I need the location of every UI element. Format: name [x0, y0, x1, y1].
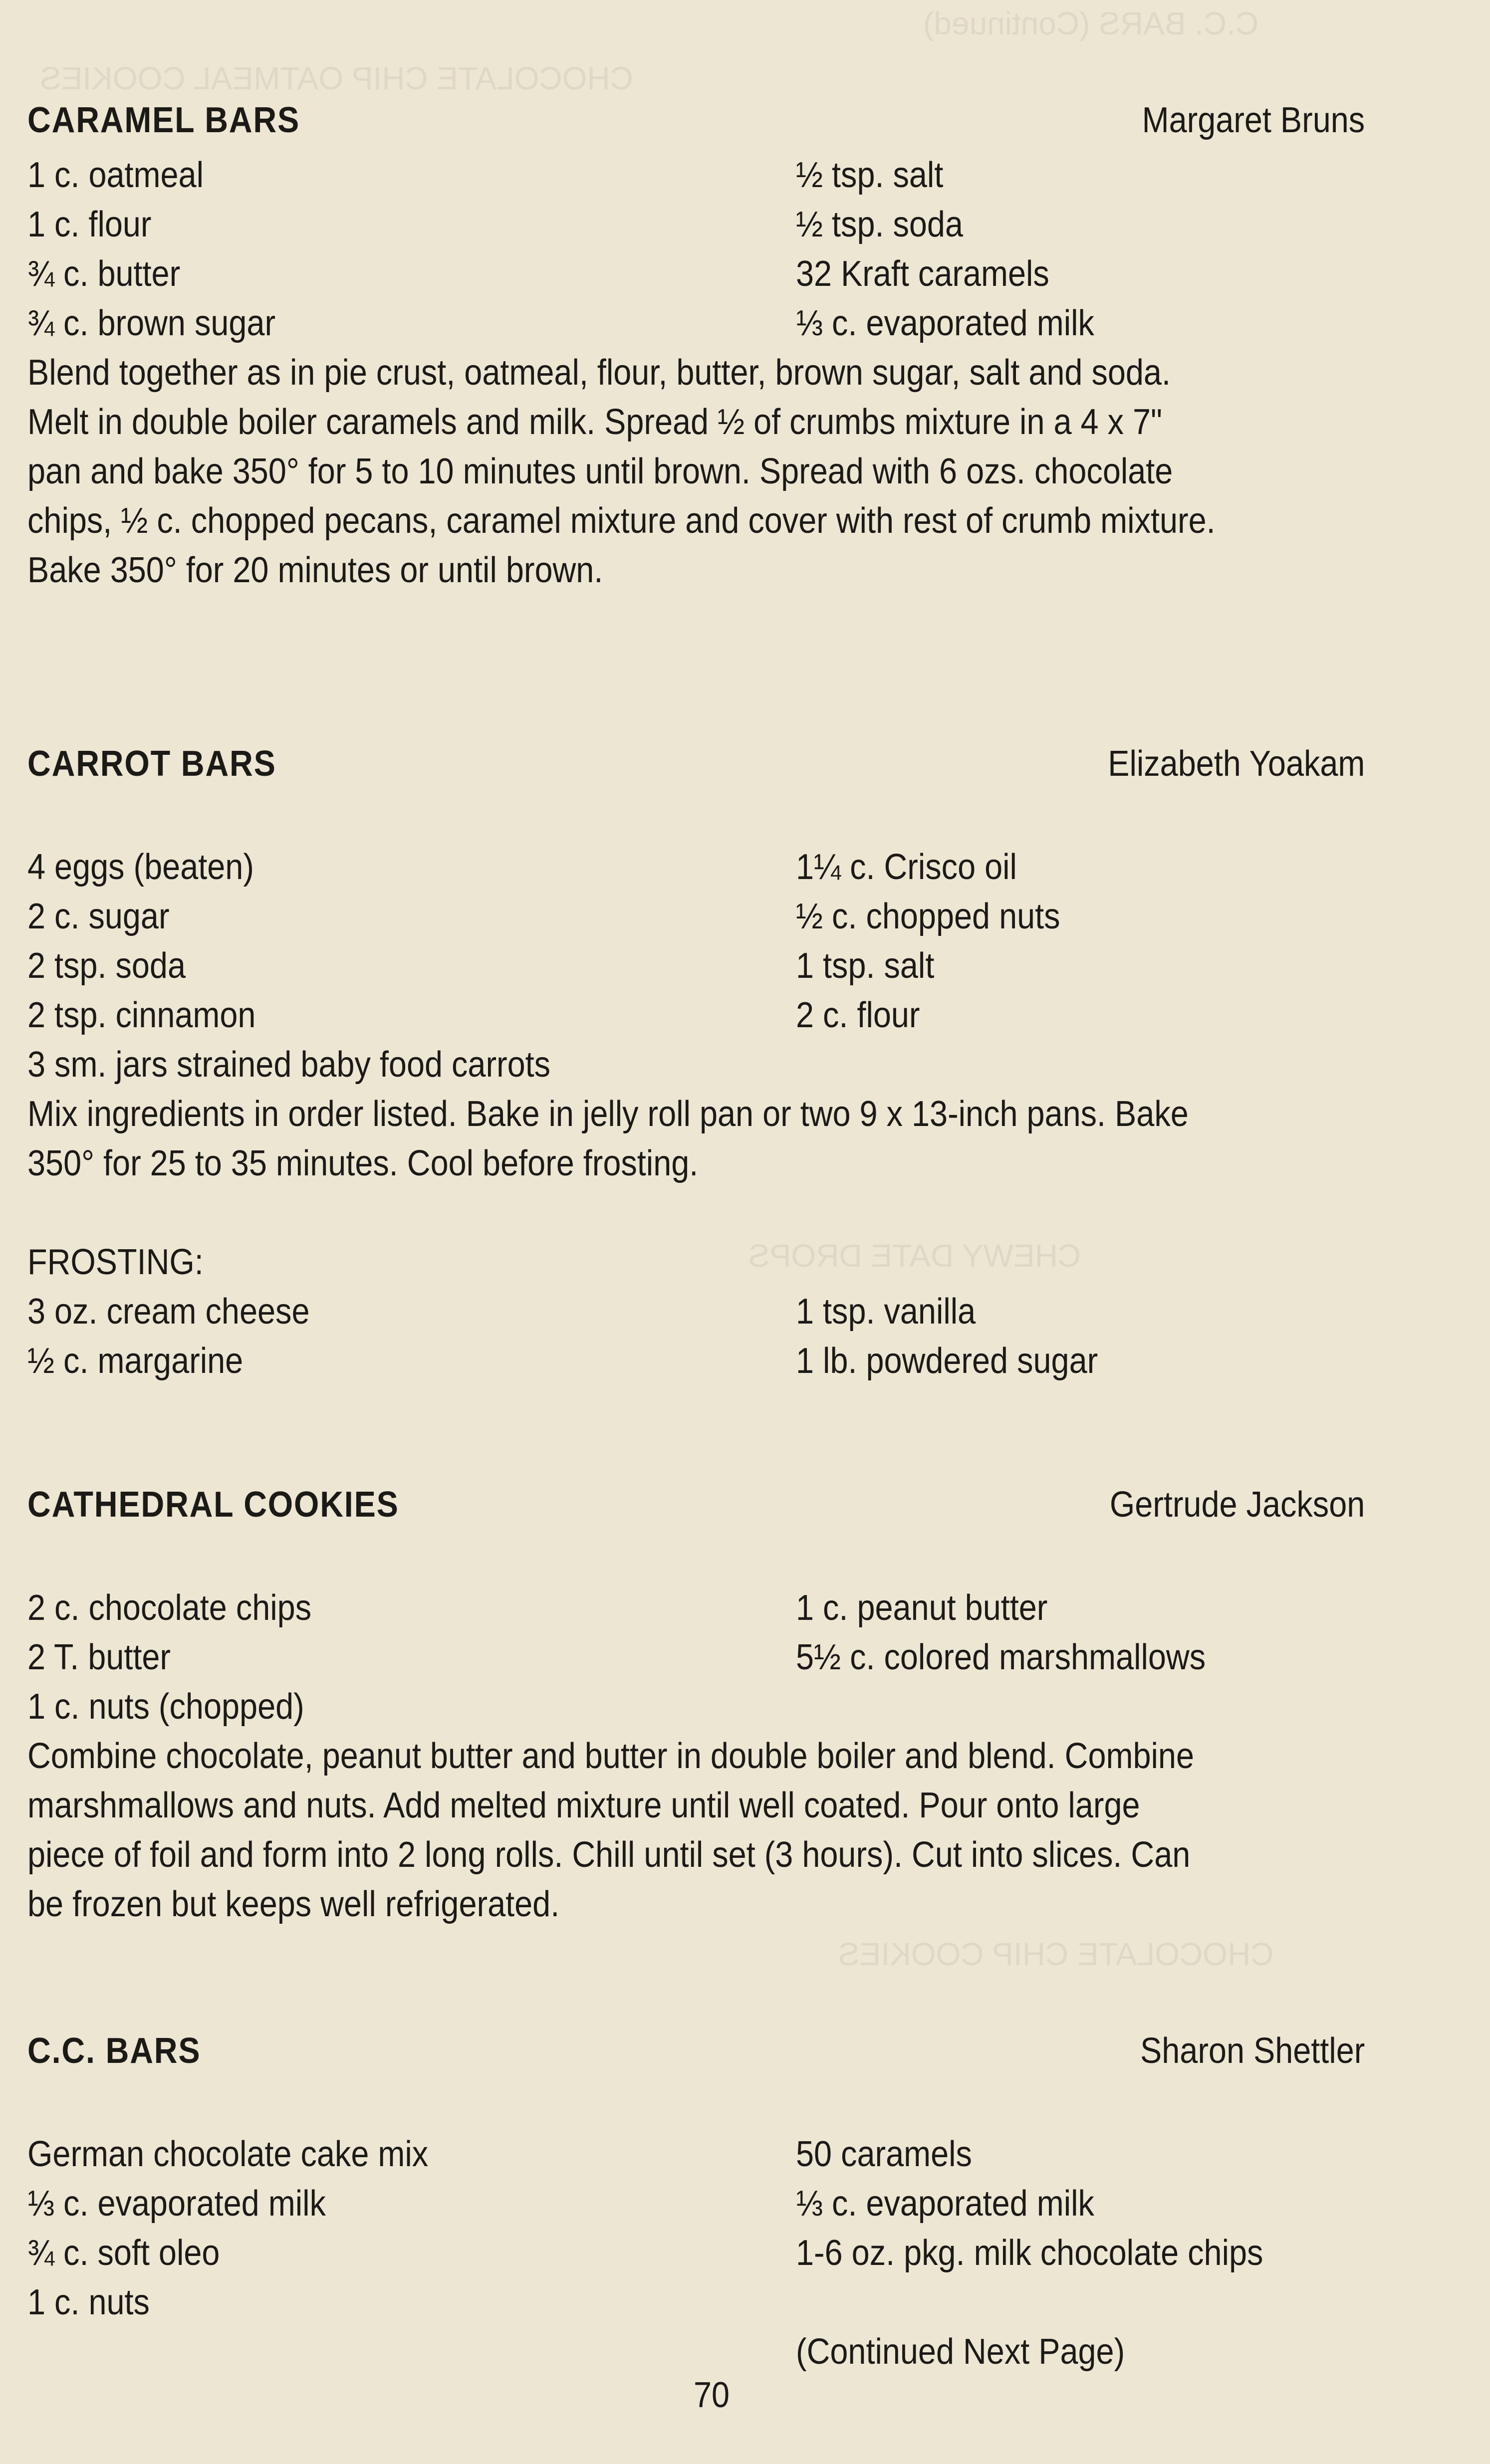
ingredient-left: German chocolate cake mix: [27, 2134, 429, 2174]
ingredient-left: 1 c. flour: [27, 205, 152, 244]
ingredient-left: 3 sm. jars strained baby food carrots: [27, 1045, 551, 1085]
recipe-directions: [27, 1732, 1365, 1929]
ingredient-row: [27, 892, 1365, 941]
recipe-cathedral-cookies: [27, 1484, 1365, 1929]
ingredient-left: 3 oz. cream cheese: [27, 1292, 310, 1332]
ingredient-right: 1 lb. powdered sugar: [796, 1341, 1098, 1381]
recipe-author: Gertrude Jackson: [1109, 1485, 1365, 1525]
ingredient-left: ¾ c. brown sugar: [27, 303, 276, 343]
recipe-header: [27, 100, 1365, 150]
ingredient-row: [27, 249, 1365, 299]
recipe-directions: [27, 1090, 1365, 1188]
cookbook-page: [27, 0, 1365, 2464]
recipe-author: Sharon Shettler: [1140, 2031, 1365, 2071]
ingredient-row: [27, 1287, 1365, 1337]
directions-line: Bake 350° for 20 minutes or until brown.: [27, 550, 603, 590]
ingredient-left: ¾ c. butter: [27, 254, 181, 294]
recipe-header: [27, 1484, 1365, 1534]
ingredient-row: [27, 1040, 1365, 1090]
ingredient-right: 1 tsp. salt: [796, 946, 935, 986]
recipe-header: [27, 2030, 1365, 2080]
recipe-directions: [27, 348, 1365, 595]
ingredient-right: 2 c. flour: [796, 995, 920, 1035]
ingredient-right: ½ tsp. salt: [796, 155, 944, 195]
recipe-header: [27, 743, 1365, 793]
directions-line: Melt in double boiler caramels and milk. Spread ½ of crumbs mixture in a 4 x 7": [27, 402, 1163, 442]
frosting-ingredient-list: [27, 1287, 1365, 1386]
recipe-title: C.C. BARS: [27, 2031, 201, 2071]
ingredient-right: ⅓ c. evaporated milk: [796, 2184, 1094, 2224]
ingredient-left: ⅓ c. evaporated milk: [27, 2184, 326, 2224]
ingredient-right: 5½ c. colored marshmallows: [796, 1637, 1206, 1677]
ingredient-row: [27, 2179, 1365, 2229]
directions-line: piece of foil and form into 2 long rolls. Chill until set (3 hours). Cut into slices. Can: [27, 1835, 1191, 1875]
ingredient-list: [27, 2130, 1365, 2377]
ingredient-right: ½ tsp. soda: [796, 205, 964, 244]
directions-line: Combine chocolate, peanut butter and butter in double boiler and blend. Combine: [27, 1736, 1194, 1776]
recipe-author: Elizabeth Yoakam: [1107, 744, 1365, 784]
ingredient-row: [27, 200, 1365, 249]
ingredient-right: 1-6 oz. pkg. milk chocolate chips: [796, 2233, 1263, 2273]
recipe-cc-bars: [27, 2030, 1365, 2377]
ingredient-right: 50 caramels: [796, 2134, 972, 2174]
ingredient-list: [27, 1583, 1365, 1732]
ingredient-row: [27, 1682, 1365, 1732]
ingredient-list: [27, 151, 1365, 348]
ingredient-left: 1 c. nuts: [27, 2282, 150, 2322]
directions-line: Mix ingredients in order listed. Bake in jelly roll pan or two 9 x 13-inch pans. Bake: [27, 1094, 1189, 1134]
ingredient-left: 2 c. chocolate chips: [27, 1588, 312, 1628]
recipe-carrot-bars: [27, 743, 1365, 1386]
directions-line: 350° for 25 to 35 minutes. Cool before frosting.: [27, 1143, 699, 1183]
recipe-title: CATHEDRAL COOKIES: [27, 1485, 399, 1525]
ingredient-row: [27, 1337, 1365, 1386]
ingredient-list: [27, 843, 1365, 1090]
directions-line: be frozen but keeps well refrigerated.: [27, 1884, 560, 1924]
ingredient-row: [27, 991, 1365, 1040]
ingredient-left: 4 eggs (beaten): [27, 847, 254, 887]
recipe-title: CARROT BARS: [27, 744, 276, 784]
ingredient-row: [27, 151, 1365, 200]
ingredient-right: 1 c. peanut butter: [796, 1588, 1048, 1628]
ingredient-row: [27, 2327, 1365, 2377]
ingredient-left: ¾ c. soft oleo: [27, 2233, 220, 2273]
ingredient-row: [27, 2130, 1365, 2179]
ingredient-row: [27, 1633, 1365, 1682]
ingredient-right: 32 Kraft caramels: [796, 254, 1049, 294]
ingredient-left: 2 tsp. soda: [27, 946, 186, 986]
ingredient-right: ⅓ c. evaporated milk: [796, 303, 1094, 343]
ingredient-left: 1 c. nuts (chopped): [27, 1687, 304, 1727]
ingredient-left: 2 T. butter: [27, 1637, 171, 1677]
ingredient-left: 2 c. sugar: [27, 896, 170, 936]
recipe-title: CARAMEL BARS: [27, 100, 300, 140]
ingredient-right: 1 tsp. vanilla: [796, 1292, 976, 1332]
directions-line: Blend together as in pie crust, oatmeal, flour, butter, brown sugar, salt and soda.: [27, 353, 1171, 393]
directions-line: pan and bake 350° for 5 to 10 minutes until brown. Spread with 6 ozs. chocolate: [27, 451, 1173, 491]
ingredient-row: [27, 2229, 1365, 2278]
ingredient-left: 1 c. oatmeal: [27, 155, 204, 195]
ingredient-row: [27, 1583, 1365, 1633]
ingredient-right: ½ c. chopped nuts: [796, 896, 1060, 936]
ingredient-left: ½ c. margarine: [27, 1341, 244, 1381]
frosting-label: FROSTING:: [27, 1242, 204, 1282]
directions-line: marshmallows and nuts. Add melted mixture until well coated. Pour onto large: [27, 1786, 1140, 1825]
ingredient-row: [27, 941, 1365, 991]
directions-line: chips, ½ c. chopped pecans, caramel mixture and cover with rest of crumb mixture.: [27, 501, 1216, 541]
ingredient-right: 1¼ c. Crisco oil: [796, 847, 1017, 887]
continued-note: (Continued Next Page): [796, 2332, 1125, 2372]
ingredient-row: [27, 843, 1365, 892]
ingredient-row: [27, 2278, 1365, 2327]
ingredient-row: [27, 299, 1365, 348]
recipe-author: Margaret Bruns: [1142, 100, 1365, 140]
page-number: 70: [694, 2375, 730, 2415]
recipe-caramel-bars: [27, 100, 1365, 595]
ingredient-left: 2 tsp. cinnamon: [27, 995, 256, 1035]
